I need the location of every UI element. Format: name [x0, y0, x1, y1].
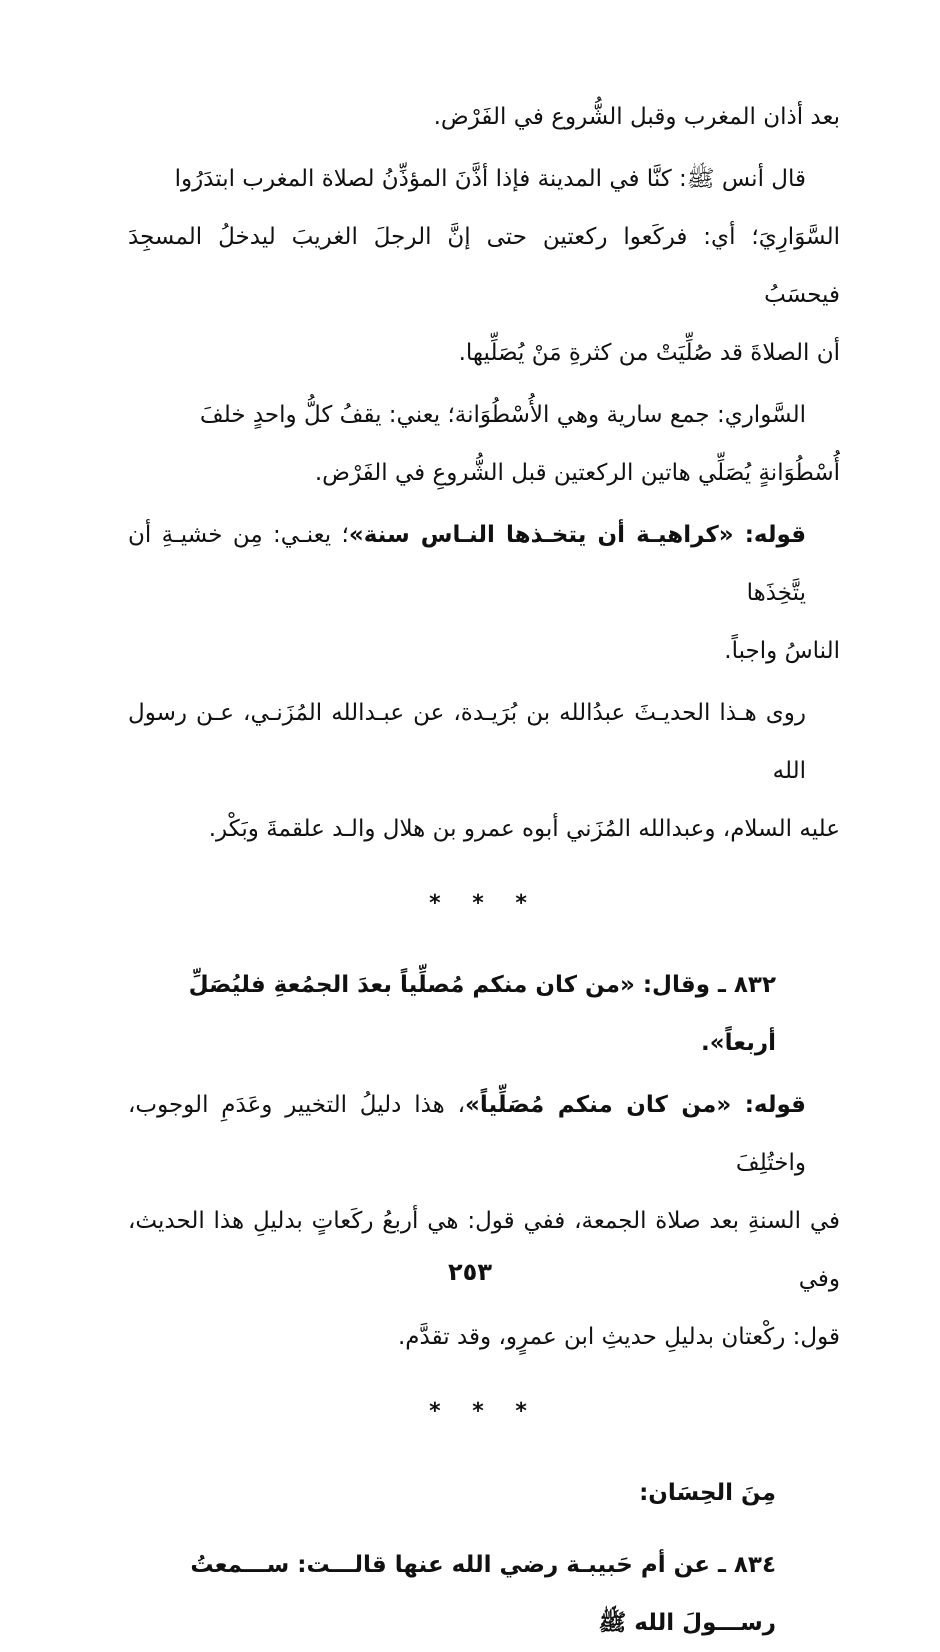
commentary: ، هذا دليلُ التخيير وعَدَمِ الوجوب، واختُلِفَ	[128, 1092, 806, 1176]
hadith-832	[128, 956, 840, 1072]
quote-bold: قوله: «كراهيـة أن يتخـذها النـاس سنة»	[348, 522, 806, 548]
paragraph-3	[128, 386, 840, 444]
paragraph-5	[128, 684, 840, 800]
line: السَّوَارِيَ؛ أي: فركَعوا ركعتين حتى إنَّ الرجلَ الغريبَ ليدخلُ المسجِدَ فيحسَبُ	[128, 224, 840, 308]
hadith-end: .	[701, 1030, 710, 1056]
section-separator: * * *	[429, 891, 539, 916]
document-page	[128, 88, 840, 1636]
line: في السنةِ بعد صلاة الجمعة، ففي قول: هي أربعُ ركَعاتٍ بدليلِ هذا الحديث، وفي	[128, 1208, 840, 1292]
line: أُسْطُوَانةٍ يُصَلِّي هاتين الركعتين قبل الشُّروعِ في الفَرْض.	[314, 460, 840, 486]
quote-bold: قوله: «من كان منكم مُصَلِّياً»	[465, 1092, 806, 1118]
paragraph-4-cont	[128, 622, 840, 680]
section-heading-hisan: مِنَ الحِسَان:	[639, 1480, 776, 1506]
line	[128, 506, 806, 622]
line: قول: ركْعتان بدليلِ حديثِ ابن عمرٍو، وقد تقدَّم.	[398, 1324, 840, 1350]
hadith-834: ٨٣٤ ـ عن أم حَبيبـة رضي الله عنها قالـــت: ســـمعتُ رســـولَ الله ﷺ	[190, 1552, 776, 1636]
paragraph-1	[128, 88, 840, 146]
line	[128, 1076, 806, 1192]
line: بعد أذان المغرب وقبل الشُّروع في الفَرْض.	[433, 104, 840, 130]
line: الناسُ واجباً.	[724, 638, 840, 664]
commentary: ؛ يعنـي: مِن خشيـةِ أن يتَّخِذَها	[128, 522, 806, 606]
line: عليه السلام، وعبدالله المُزَني أبوه عمرو بن هلال والـد علقمةَ وبَكْر.	[208, 816, 840, 842]
paragraph-3-cont	[128, 444, 840, 502]
line: قال أنس ﷺ: كنَّا في المدينة فإذا أذَّنَ المؤذِّنُ لصلاة المغرب ابتدَرُوا	[174, 166, 806, 192]
paragraph-4	[128, 506, 840, 622]
line: روى هـذا الحديـثَ عبدُالله بن بُرَيـدة، عن عبـدالله المُزَنـي، عـن رسول الله	[128, 700, 806, 784]
line: أن الصلاةَ قد صُلِّيَتْ من كثرةِ مَنْ يُصَلِّيها.	[458, 340, 840, 366]
paragraph-7	[128, 1076, 840, 1192]
section-separator: * * *	[429, 1399, 539, 1424]
paragraph-5-cont	[128, 800, 840, 858]
line: السَّواري: جمع سارية وهي الأُسْطُوَانة؛ يعني: يقفُ كلُّ واحدٍ خلفَ	[199, 402, 806, 428]
paragraph-2-cont	[128, 208, 840, 382]
hadith-text: ٨٣٢ ـ وقال: «من كان منكم مُصلِّياً بعدَ الجمُعةِ فليُصَلِّ أربعاً»	[188, 972, 776, 1056]
paragraph-2	[128, 150, 840, 208]
page-number: ٢٥٣	[448, 1258, 492, 1286]
